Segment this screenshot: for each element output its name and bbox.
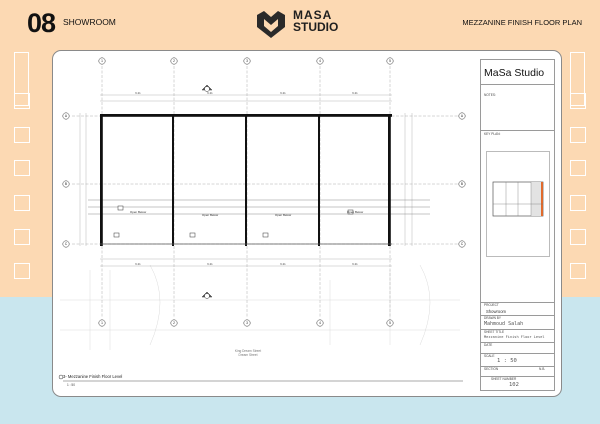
firm-name: MaSa Studio	[484, 67, 545, 79]
logo-line1: MASA	[293, 8, 333, 22]
caption-line: King Dream Street	[234, 349, 262, 353]
nb-label: N.B.	[539, 367, 546, 371]
dim-label: 6.21	[135, 91, 141, 95]
plan-title: 3- Mezzanine Finish Floor Level	[63, 374, 123, 379]
sheet-number-value: 102	[509, 382, 519, 388]
room-label: Open Below	[129, 210, 147, 214]
plan-caption	[228, 349, 268, 357]
project-label: PROJECT	[484, 303, 499, 307]
room-label: Open Below	[201, 213, 219, 217]
grid-col-label: 1	[101, 59, 103, 64]
markers	[114, 85, 353, 299]
plan-title-underline	[58, 374, 468, 386]
key-plan-drawing	[487, 152, 549, 256]
scale-label: SCALE	[484, 354, 495, 358]
drawing-title: MEZZANINE FINISH FLOOR PLAN	[462, 18, 582, 27]
plan-scale: 1 : 50	[67, 383, 75, 387]
dim-label: 6.21	[207, 262, 213, 266]
key-plan-label: KEY PLAN:	[484, 132, 501, 136]
date-label: DATE	[484, 343, 493, 347]
sheet-number-label: SHEET NUMBER	[491, 377, 517, 381]
grid-col-label: 3	[246, 321, 248, 326]
walls	[100, 114, 392, 246]
grid-row-label: C	[64, 242, 68, 247]
drawn-by-label: DRAWN BY	[484, 316, 502, 320]
page-number: 08	[27, 8, 56, 38]
project-value: Showroom	[486, 309, 507, 314]
caption-line: Dream Street	[238, 353, 258, 357]
room-label: Open Below	[274, 213, 292, 217]
grid-col-label: 3	[246, 59, 248, 64]
faint-guides	[60, 265, 460, 350]
grid-col-label: 5	[389, 59, 391, 64]
section-label: SHOWROOM	[63, 17, 116, 27]
logo-line2: STUDIO	[293, 20, 339, 34]
room-label: Open Below	[346, 210, 364, 214]
dim-label: 6.21	[352, 262, 358, 266]
sheet-title-value: Mezzanine Finish Floor Level	[484, 335, 545, 339]
dim-label: 6.21	[280, 91, 286, 95]
sheet-title-label: SHEET TITLE	[484, 330, 505, 334]
section-label: SECTION	[484, 367, 499, 371]
dim-label: 6.21	[352, 91, 358, 95]
dim-label: 6.21	[207, 91, 213, 95]
grid-row-label: A	[64, 114, 68, 119]
grid-col-label: 5	[389, 321, 391, 326]
grid-col-label: 4	[319, 59, 321, 64]
grid-col-label: 4	[319, 321, 321, 326]
dim-label: 6.21	[280, 262, 286, 266]
grid-row-label: B	[460, 182, 464, 187]
notes-label: NOTES:	[484, 93, 496, 97]
key-plan-thumbnail	[486, 151, 550, 257]
grid-row-label: C	[460, 242, 464, 247]
grid-lines	[72, 66, 462, 318]
grid-row-label: A	[460, 114, 464, 119]
grid-col-label: 2	[173, 321, 175, 326]
grid-col-label: 2	[173, 59, 175, 64]
grid-row-label: B	[64, 182, 68, 187]
dim-label: 6.21	[135, 262, 141, 266]
title-block	[480, 59, 555, 391]
scale-value: 1 : 50	[497, 358, 517, 364]
grid-col-label: 1	[101, 321, 103, 326]
drawn-by-value: Mahmoud Salah	[484, 321, 524, 327]
